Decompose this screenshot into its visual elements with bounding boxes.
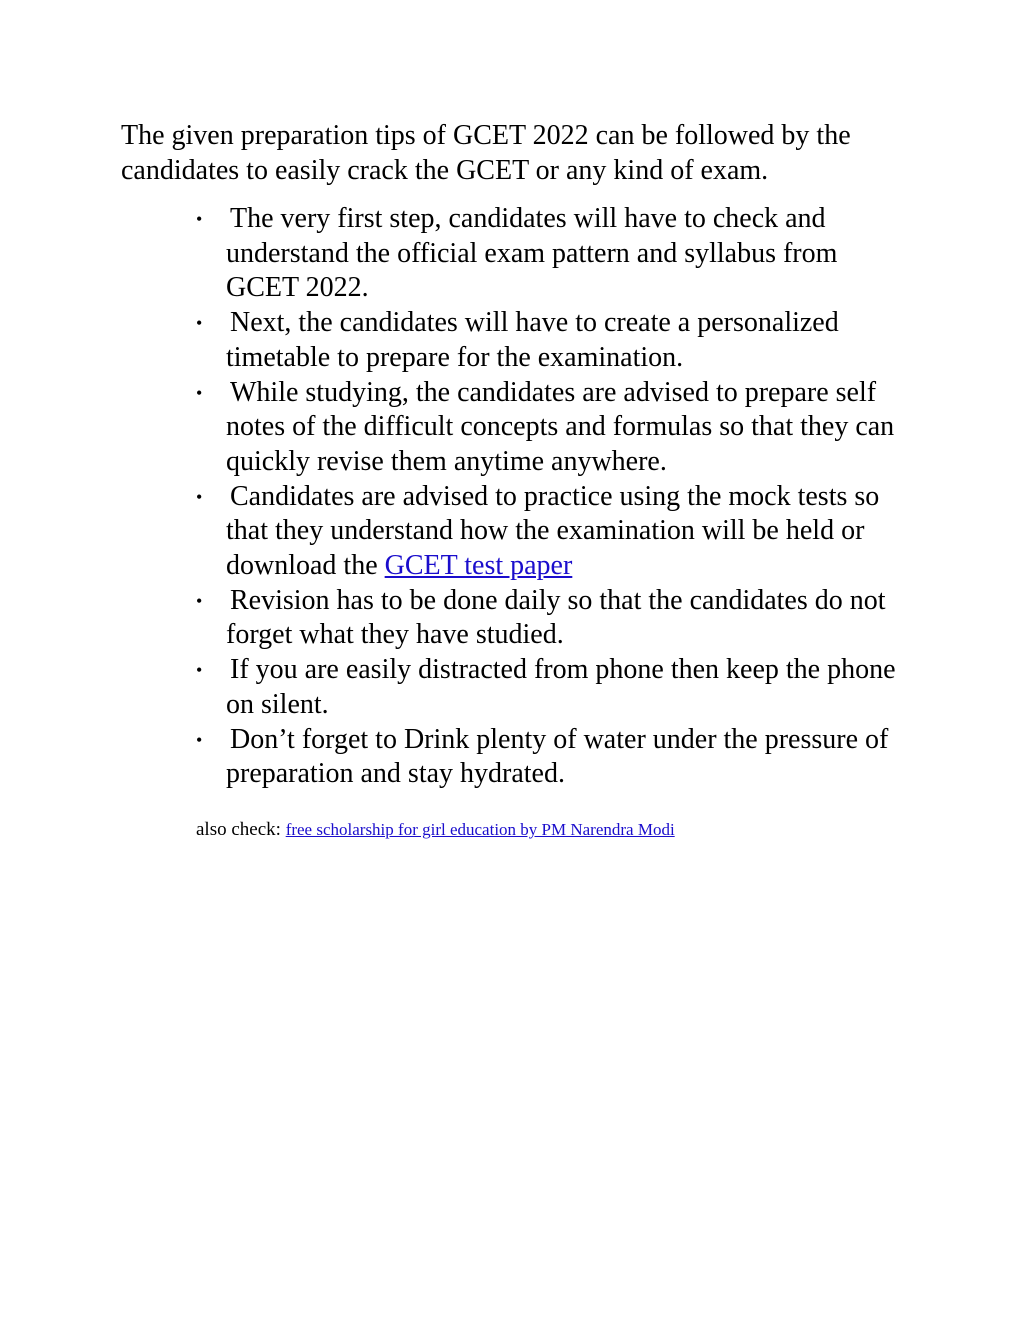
tip-text: While studying, the candidates are advised to prepare self notes of the difficult concepts and formulas so that they can quickly revise them anytime anywhere.	[226, 376, 895, 477]
tip-text: Don’t forget to Drink plenty of water under the pressure of preparation and stay hydrated.	[226, 723, 889, 790]
scholarship-link[interactable]: free scholarship for girl education by PM Narendra Modi	[285, 820, 675, 839]
bullet-icon: •	[196, 729, 203, 750]
tip-text: Revision has to be done daily so that the candidates do not forget what they have studied.	[226, 584, 886, 651]
bullet-icon: •	[196, 486, 203, 507]
list-item	[196, 306, 916, 375]
tip-text: Candidates are advised to practice using the mock tests so that they understand how the examination will be held or download the GCET test paper	[226, 480, 880, 582]
tip-text: If you are easily distracted from phone then keep the phone on silent.	[226, 654, 896, 720]
list-item	[196, 376, 916, 480]
list-item	[196, 480, 916, 584]
list-item	[196, 723, 916, 792]
also-check-label: also check:	[196, 819, 286, 840]
bullet-icon: •	[196, 590, 203, 611]
bullet-icon: •	[196, 209, 203, 229]
bullet-icon: •	[196, 313, 203, 334]
tip-text: Next, the candidates will have to create a personalized timetable to prepare for the examination.	[226, 307, 839, 373]
intro-paragraph: The given preparation tips of GCET 2022 can be followed by the candidates to easily crack the GCET or any kind of exam.	[121, 120, 851, 186]
bullet-icon: •	[196, 382, 203, 403]
tip-text: The very first step, candidates will have to check and understand the official exam pattern and syllabus from GCET 2022.	[226, 203, 838, 304]
also-check-line	[196, 818, 675, 842]
list-item	[196, 584, 916, 653]
gcet-test-paper-link[interactable]: GCET test paper	[384, 550, 573, 582]
tips-list	[196, 202, 916, 792]
list-item	[196, 202, 916, 306]
list-item	[196, 653, 916, 722]
bullet-icon: •	[196, 660, 203, 681]
